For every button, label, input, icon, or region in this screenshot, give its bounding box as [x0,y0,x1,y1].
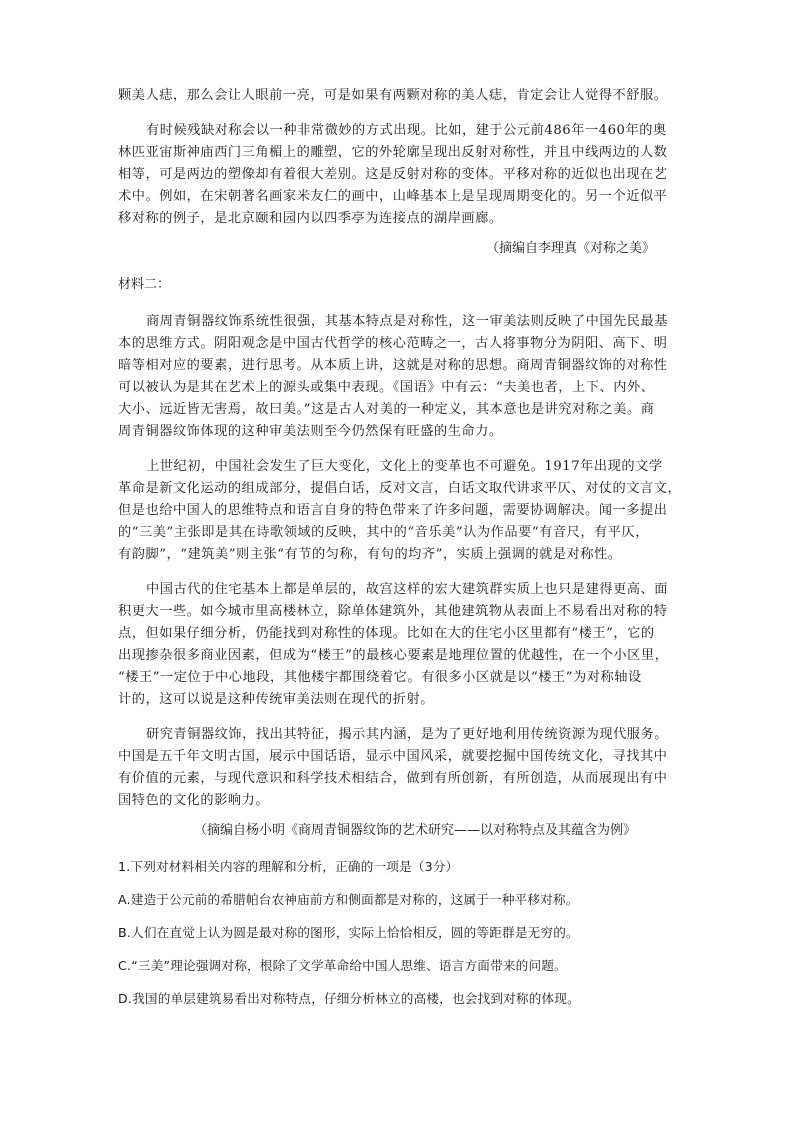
paragraph-line: 大小、远近皆无害焉，故曰美。”这是古人对美的一种定义，其本意也是讲究对称之美。商 [118,402,655,417]
source-citation: （摘编自杨小明《商周青铜器纹饰的艺术研究——以对称特点及其蕴含为例》 [194,823,637,838]
paragraph-line: 移对称的例子，是北京颐和园内以四季亭为连接点的湖岸画廊。 [118,211,503,226]
paragraph-line: 可以被认为是其在艺术上的源头或集中表现。《国语》中有云：“夫美也者，上下、内外、 [118,380,655,395]
paragraph-line: 国特色的文化的影响力。 [118,793,270,808]
paragraph-line: 革命是新文化运动的组成部分，提倡白话，反对文言，白话文取代讲求平仄、对仗的文言文， [118,481,682,496]
paragraph-line: 本的思维方式。阴阳观念是中国古代哲学的核心范畴之一，古人将事物分为阴阳、高下、明 [118,336,668,351]
section-heading: 材料二： [118,277,171,292]
answer-option-C: C.“三美”理论强调对称，根除了文学革命给中国人思维、语言方面带来的问题。 [118,958,567,973]
paragraph-line: 相等，可是两边的塑像却有着很大差别。这是反射对称的变体。平移对称的近似也出现在艺 [118,167,668,182]
paragraph-line: 颗美人痣，那么会让人眼前一亮，可是如果有两颗对称的美人痣，肯定会让人觉得不舒服。 [118,88,668,103]
answer-option-A: A.建造于公元前的希腊帕台农神庙前方和侧面都是对称的，这属于一种平移对称。 [118,892,579,907]
answer-option-D: D.我国的单层建筑易看出对称特点，仔细分析林立的高楼，也会找到对称的体现。 [118,991,580,1006]
paragraph-line: 出现掺杂很多商业因素，但成为“楼王”的最核心要素是地理位置的优越性，在一个小区里， [118,648,669,663]
paragraph-line: 研究青铜器纹饰，找出其特征，揭示其内涵，是为了更好地利用传统资源为现代服务。 [146,727,669,742]
paragraph-line: 但是也给中国人的思维特点和语言自身的特色带来了许多问题，需要协调解决。闻一多提出 [118,503,668,518]
paragraph-line: 暗等相对应的要素，进行思考。从本质上讲，这就是对称的思想。商周青铜器纹饰的对称性 [118,358,668,373]
paragraph-line: 有价值的元素，与现代意识和科学技术相结合，做到有所创新，有所创造，从而展现出有中 [118,771,668,786]
paragraph-line: 术中。例如，在宋朝著名画家米友仁的画中，山峰基本上是呈现周期变化的。另一个近似平 [118,189,668,204]
paragraph-line: 点，但如果仔细分析，仍能找到对称性的体现。比如在大的住宅小区里都有“楼王”，它的 [118,626,655,641]
paragraph-line: 上世纪初，中国社会发生了巨大变化，文化上的变革也不可避免。1917年出现的文学 [146,459,663,474]
paragraph-line: 中国古代的住宅基本上都是单层的，故宫这样的宏大建筑群实质上也只是建得更高、面 [146,582,669,597]
paragraph-line: 有韵脚”，“建筑美”则主张“有节的匀称，有句的均齐”，实质上强调的就是对称性。 [118,547,622,562]
answer-option-B: B.人们在直觉上认为圆是最对称的图形，实际上恰恰相反，圆的等距群是无穷的。 [118,925,579,940]
question-stem: 1.下列对材料相关内容的理解和分析，正确的一项是（3分） [118,859,459,874]
paragraph-line: “楼王”一定位于中心地段，其他楼宇都围绕着它。有很多小区就是以“楼王”为对称轴设 [118,670,642,685]
paragraph-line: 有时候残缺对称会以一种非常微妙的方式出现。比如，建于公元前486年一460年的奥 [146,123,667,138]
paragraph-line: 林匹亚宙斯神庙西门三角楣上的雕塑，它的外轮廓呈现出反射对称性，并且中线两边的人数 [118,145,668,160]
paragraph-line: 中国是五千年文明古国，展示中国话语，显示中国风采，就要挖掘中国传统文化，寻找其中 [118,749,668,764]
source-citation: （摘编自李理真《对称之美》 [486,241,656,256]
paragraph-line: 计的，这可以说是这种传统审美法则在现代的折射。 [118,692,434,707]
paragraph-line: 的“三美”主张即是其在诗歌领域的反映，其中的“音乐美”认为作品要“有音尺，有平仄， [118,525,650,540]
paragraph-line: 商周青铜器纹饰系统性很强，其基本特点是对称性，这一审美法则反映了中国先民最基 [146,314,669,329]
paragraph-line: 周青铜器纹饰体现的这种审美法则至今仍然保有旺盛的生命力。 [118,424,503,439]
paragraph-line: 积更大一些。如今城市里高楼林立，除单体建筑外，其他建筑物从表面上不易看出对称的特 [118,604,668,619]
